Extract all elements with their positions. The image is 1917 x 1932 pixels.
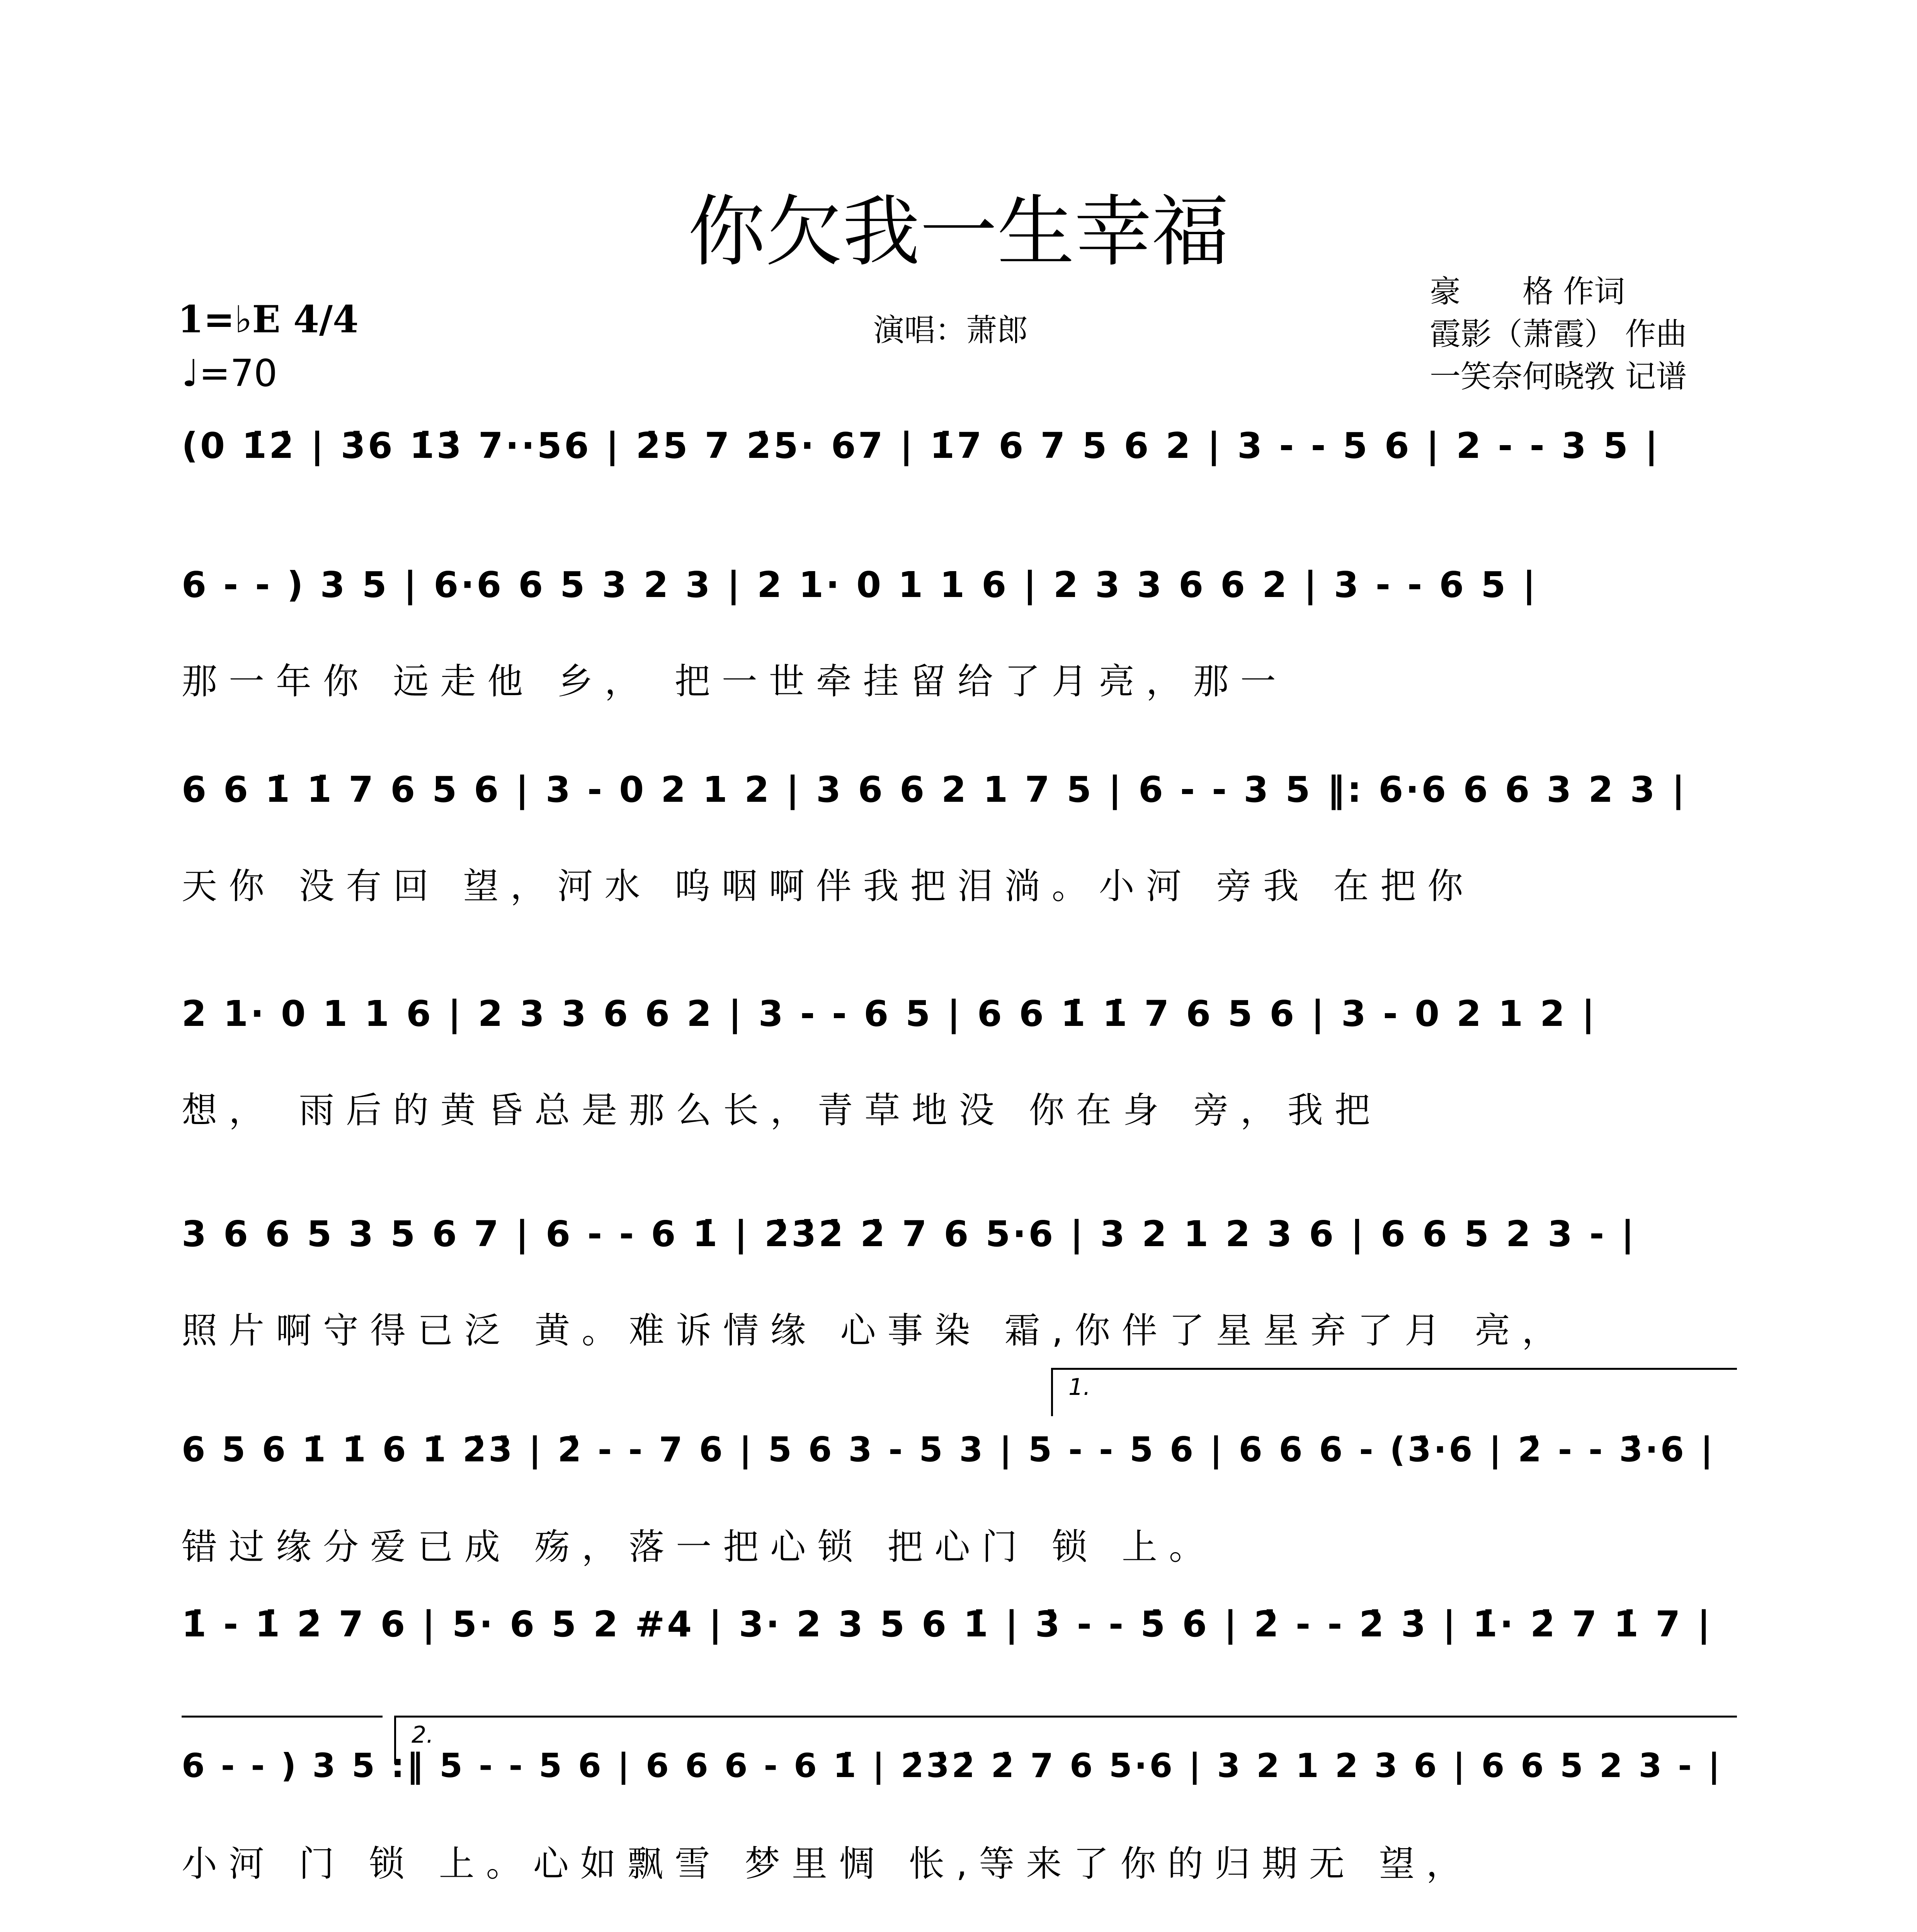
- repeat-connector-line: [182, 1716, 383, 1718]
- lyric-line: 错过缘分爱已成 殇，落一把心锁 把心门 锁 上。: [182, 1526, 1216, 1568]
- notation-line: 6 - - ) 3 5 :‖ 5 - - 5 6 | 6 6 6 - 6 1̇ | 2̇3̇2̇ 2̇ 7 6 5·6 | 3 2 1 2 3 6 | 6 6 5 2 3 - |: [182, 1747, 1723, 1785]
- singer-credit: 演唱：萧郎: [873, 312, 1028, 348]
- lyric-line: 那一年你 远走他 乡， 把一世牵挂留给了月亮，那一: [182, 661, 1288, 702]
- notation-line: 2 1· 0 1 1 6 | 2 3 3 6 6 2 | 3 - - 6 5 | 6 6 1̇ 1̇ 7 6 5 6 | 3 - 0 2 1 2 |: [182, 993, 1597, 1034]
- lyric-line: [182, 514, 1735, 568]
- composer-credit: 霞影（萧霞） 作曲: [1430, 316, 1687, 352]
- notation-line: 6 5 6 1̇ 1̇ 6 1̇ 2̇3̇ | 2̇ - - 7 6 | 5 6 3 - 5 3 | 5 - - 5 6 | 6 6 6 - (3̇·6 | 2̇ - - 3̇·6 |: [182, 1430, 1715, 1469]
- lyric-line: 想， 雨后的黄昏总是那么长，青草地没 你在身 旁，我把: [182, 1090, 1382, 1131]
- notation-line: 6 6 1̇ 1̇ 7 6 5 6 | 3 - 0 2 1 2 | 3 6 6 2 1 7 5 | 6 - - 3 5 ‖: 6·6 6 6 3 2 3 |: [182, 769, 1687, 810]
- tempo-marking: ♩=70: [182, 352, 277, 395]
- notation-line: 3 6 6 5 3 5 6 7 | 6 - - 6 1̇ | 2̇3̇2̇ 2̇ 7 6 5·6 | 3 2 1 2 3 6 | 6 6 5 2 3 - |: [182, 1213, 1636, 1255]
- lyric-line: 小河 门 锁 上。心如飘雪 梦里惆 怅,等来了你的归期无 望，: [182, 1843, 1473, 1884]
- lyric-line: 照片啊守得已泛 黄。难诉情缘 心事染 霜,你伴了星星弃了月 亮，: [182, 1310, 1569, 1351]
- notation-line: 1̇ - 1̇ 2̇ 7 6 | 5· 6 5 2 #4 | 3· 2 3 5 6 1̇ | 3̇ - - 5̇ 6̇ | 2̇ - - 2̇ 3̇ | 1̇· 2̇ 7 1̇ 7 |: [182, 1604, 1713, 1645]
- notation-line: (0 1̇2̇ | 3̇6 1̇3̇ 7··56 | 2̇5 7 2̇5· 67 | 1̇7 6 7 5 6 2 | 3 - - 5 6 | 2 - - 3 5 |: [182, 425, 1660, 466]
- key-signature: 1=♭E 4/4: [178, 298, 359, 341]
- lyricist-credit: 豪 格 作词: [1430, 274, 1625, 310]
- second-ending-bracket: 2.: [394, 1716, 1737, 1764]
- first-ending-bracket: 1.: [1051, 1368, 1737, 1416]
- transcriber-credit: 一笑奈何晓敩 记谱: [1430, 359, 1687, 395]
- song-title: 你欠我一生幸福: [688, 187, 1229, 277]
- notation-line: 6 - - ) 3 5 | 6·6 6 5 3 2 3 | 2 1· 0 1 1 6 | 2 3 3 6 6 2 | 3 - - 6 5 |: [182, 564, 1538, 605]
- lyric-line: 天你 没有回 望，河水 呜咽啊伴我把泪淌。小河 旁我 在把你: [182, 866, 1475, 907]
